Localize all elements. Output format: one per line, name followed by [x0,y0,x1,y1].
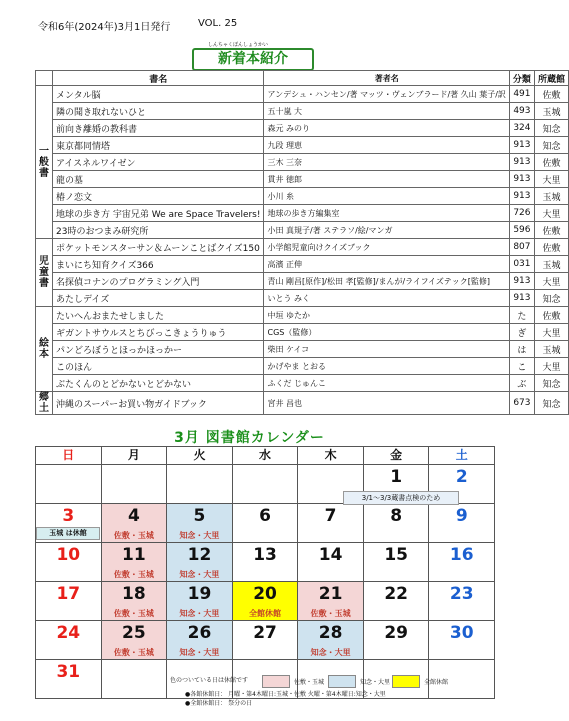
book-library: 知念 [534,137,568,154]
book-class: 493 [509,103,534,120]
day-number: 21 [318,584,343,604]
weekday-1: 月 [102,447,168,464]
title-ruby: しんちゃくぼんしょうかい [208,42,269,48]
book-row [36,86,569,103]
book-library: 玉城 [534,103,568,120]
calendar-day [102,465,168,503]
calendar-day [429,582,494,620]
calendar-day [233,621,299,659]
tamagusuku-closed-note: 玉城 は休館 [36,527,100,540]
weekday-6: 土 [455,448,468,462]
book-title: 地球の歩き方 宇宙兄弟 We are Space Travelers! [53,205,264,222]
calendar-day [102,582,168,620]
book-title: パンどろぼうとほっかほっかー [53,341,264,358]
book-class: 596 [509,222,534,239]
legend-blue-swatch [328,675,356,688]
book-author: 森元 みのり [264,120,509,137]
day-number: 9 [455,506,468,526]
closed-label: 佐敷・玉城 [113,609,154,618]
footer-line-1: ●各館休館日： 月曜・第4木曜日:玉城・佐敷 火曜・第4木曜日:知念・大里 [185,691,386,698]
book-row [36,171,569,188]
book-library: 知念 [534,392,568,415]
calendar-week [35,581,495,620]
book-author: 青山 剛昌[原作]/松田 孝[監修]/まんが/ライフイズテック[監修] [264,273,509,290]
book-row [36,103,569,120]
legend-pink-label: 佐敷・玉城 [294,679,325,686]
footer-line-2: ●全館休館日： 祭分の日 [185,700,253,707]
book-title: ギガントサウルスとちびっこきょうりゅう [53,324,264,341]
day-number: 17 [56,584,81,604]
calendar-day [233,504,299,542]
book-author: 貫井 徳郎 [264,171,509,188]
calendar-day [429,543,494,581]
book-class: た [509,307,534,324]
day-number: 1 [390,467,403,487]
calendar-day [102,621,168,659]
book-row [36,358,569,375]
col-library-header: 所蔵館 [534,71,568,86]
book-title: 東京都同情塔 [53,137,264,154]
closed-label: 佐敷・玉城 [113,570,154,579]
calendar-day [36,543,102,581]
book-author: 三木 三奈 [264,154,509,171]
book-author: 宮井 昌也 [264,392,509,415]
book-row [36,154,569,171]
book-library: 玉城 [534,188,568,205]
calendar-day [429,621,494,659]
issue-volume: VOL. 25 [198,18,238,29]
book-row [36,341,569,358]
book-title: あたしデイズ [53,290,264,307]
book-title: アイスネルワイゼン [53,154,264,171]
category-picture: 絵本 [36,307,53,392]
book-row [36,324,569,341]
calendar-day [429,504,494,542]
book-row [36,120,569,137]
day-number: 4 [127,506,140,526]
issue-header [38,18,238,33]
calendar-day [298,504,364,542]
book-title: 沖縄のスーパーお買い物ガイドブック [53,392,264,415]
col-author-header: 著者名 [264,71,509,86]
calendar-day [36,660,102,698]
legend-blue-label: 知念・大里 [360,679,391,686]
calendar-day [233,543,299,581]
calendar-day [167,621,233,659]
calendar-weekdays [35,446,495,464]
calendar-day [36,465,102,503]
calendar-day [233,465,299,503]
weekday-2: 火 [167,447,233,464]
book-author: 柴田 ケイコ [264,341,509,358]
book-library: 大里 [534,171,568,188]
book-title: ぶたくんのとどかないとどかない [53,375,264,392]
day-number: 12 [187,545,212,565]
calendar-day [364,543,430,581]
calendar-day [364,582,430,620]
book-class: ぶ [509,375,534,392]
calendar-day [364,504,430,542]
book-class: 807 [509,239,534,256]
book-class: 031 [509,256,534,273]
calendar-week [35,620,495,659]
book-row [36,392,569,415]
book-class: 913 [509,188,534,205]
library-calendar [35,446,495,699]
book-row [36,137,569,154]
book-library: 佐敷 [534,307,568,324]
closed-label: 佐敷・玉城 [113,531,154,540]
book-row [36,222,569,239]
book-row [36,205,569,222]
book-title: 龍の墓 [53,171,264,188]
day-number: 14 [318,545,343,565]
book-row [36,307,569,324]
day-number: 7 [324,506,337,526]
book-class: 913 [509,290,534,307]
book-title: たいへんおまたせしました [53,307,264,324]
closed-label: 知念・大里 [179,648,220,657]
book-author: ふくだ じゅんこ [264,375,509,392]
book-title: このほん [53,358,264,375]
book-library: 大里 [534,358,568,375]
book-class: こ [509,358,534,375]
day-number: 28 [318,623,343,643]
calendar-day [298,582,364,620]
book-author: かげやま とおる [264,358,509,375]
inventory-note: 3/1〜3/3蔵書点検のため [343,491,459,505]
book-library: 佐敷 [534,239,568,256]
book-title: まいにち知育クイズ366 [53,256,264,273]
book-row [36,188,569,205]
book-title: 名探偵コナンのプログラミング入門 [53,273,264,290]
legend-intro: 色のついている日は休館です [170,677,249,684]
closed-label: 知念・大里 [179,570,220,579]
book-author: 中垣 ゆたか [264,307,509,324]
day-number: 18 [122,584,146,604]
closing-days-footer [185,690,386,708]
new-books-table [35,70,569,415]
calendar-day [102,660,168,698]
day-number: 24 [56,623,81,643]
legend-yellow-label: 全館休館 [424,679,449,686]
book-author: 小田 真規子/著 ステラソ/絵/マンガ [264,222,509,239]
calendar-day [167,465,233,503]
book-author: 九段 理恵 [264,137,509,154]
weekday-0: 日 [36,447,102,464]
book-author: 高濱 正伸 [264,256,509,273]
book-row [36,375,569,392]
category-header [36,71,53,86]
calendar-day [102,504,168,542]
day-number: 30 [449,623,474,643]
book-author: CGS（監修） [264,324,509,341]
book-row [36,239,569,256]
day-number: 16 [449,545,474,565]
book-library: 知念 [534,290,568,307]
book-class: 913 [509,273,534,290]
day-number: 23 [449,584,474,604]
book-class: 673 [509,392,534,415]
calendar-day [298,543,364,581]
col-class-header: 分類 [509,71,534,86]
calendar-day [102,543,168,581]
day-number: 8 [390,506,403,526]
book-author: 小川 糸 [264,188,509,205]
day-number: 15 [384,545,409,565]
book-title: 23時のおつまみ研究所 [53,222,264,239]
category-local: 郷土 [36,392,53,415]
calendar-day [298,621,364,659]
col-title-header: 書名 [53,71,264,86]
book-library: 大里 [534,273,568,290]
category-general: 一般書 [36,86,53,239]
book-title: 前向き離婚の教科書 [53,120,264,137]
calendar-day [167,543,233,581]
book-library: 大里 [534,324,568,341]
day-number: 27 [253,623,277,643]
day-number: 11 [122,545,146,565]
day-number: 26 [187,623,212,643]
legend-yellow-swatch [392,675,420,688]
day-number: 3 [62,506,75,526]
book-library: 大里 [534,205,568,222]
day-number: 22 [384,584,409,604]
day-number: 10 [56,545,81,565]
book-title: ポケットモンスターサン＆ムーンことばクイズ150 [53,239,264,256]
day-number: 25 [122,623,146,643]
book-library: 佐敷 [534,222,568,239]
book-class: 324 [509,120,534,137]
book-class: ぎ [509,324,534,341]
book-library: 玉城 [534,256,568,273]
book-class: 913 [509,137,534,154]
day-number: 19 [187,584,212,604]
book-library: 佐敷 [534,154,568,171]
book-class: は [509,341,534,358]
day-number: 20 [253,584,277,604]
book-author: アンデシュ・ハンセン/著 マッツ・ヴェンブラード/著 久山 葉子/訳 [264,86,509,103]
closed-label: 知念・大里 [179,609,220,618]
book-row [36,290,569,307]
book-row [36,273,569,290]
book-author: 地球の歩き方編集室 [264,205,509,222]
calendar-legend [170,675,449,686]
closed-label: 知念・大里 [310,648,351,657]
book-library: 佐敷 [534,86,568,103]
page-title: 新着本紹介 [192,48,314,71]
day-number: 5 [193,506,206,526]
issue-date: 令和6年(2024年)3月1日発行 [38,22,171,33]
calendar-week [35,503,495,542]
book-author: 小学館児童向けクイズブック [264,239,509,256]
day-number: 29 [384,623,409,643]
book-library: 知念 [534,120,568,137]
calendar-day [364,621,430,659]
book-class: 726 [509,205,534,222]
book-author: 五十嵐 大 [264,103,509,120]
book-class: 913 [509,171,534,188]
closed-label: 佐敷・玉城 [310,609,351,618]
calendar-day [167,504,233,542]
book-class: 491 [509,86,534,103]
day-number: 6 [259,506,271,526]
calendar-day [36,621,102,659]
calendar-day [233,582,299,620]
closed-label: 全館休館 [249,609,282,618]
book-author: いとう みく [264,290,509,307]
book-row [36,256,569,273]
category-children: 児童書 [36,239,53,307]
weekday-5: 金 [364,447,430,464]
day-number: 13 [253,545,277,565]
weekday-4: 木 [298,447,364,464]
calendar-week [35,542,495,581]
book-title: メンタル脳 [53,86,264,103]
book-library: 玉城 [534,341,568,358]
day-number: 2 [455,467,468,487]
calendar-day [36,582,102,620]
calendar-title: 3月 図書館カレンダー [174,430,325,446]
weekday-3: 水 [233,447,299,464]
calendar-day [167,582,233,620]
book-class: 913 [509,154,534,171]
closed-label: 知念・大里 [179,531,220,540]
book-library: 知念 [534,375,568,392]
book-title: 椿ノ恋文 [53,188,264,205]
legend-pink-swatch [262,675,290,688]
day-number: 31 [56,662,81,682]
closed-label: 佐敷・玉城 [113,648,154,657]
book-title: 隣の聞き取れないひと [53,103,264,120]
